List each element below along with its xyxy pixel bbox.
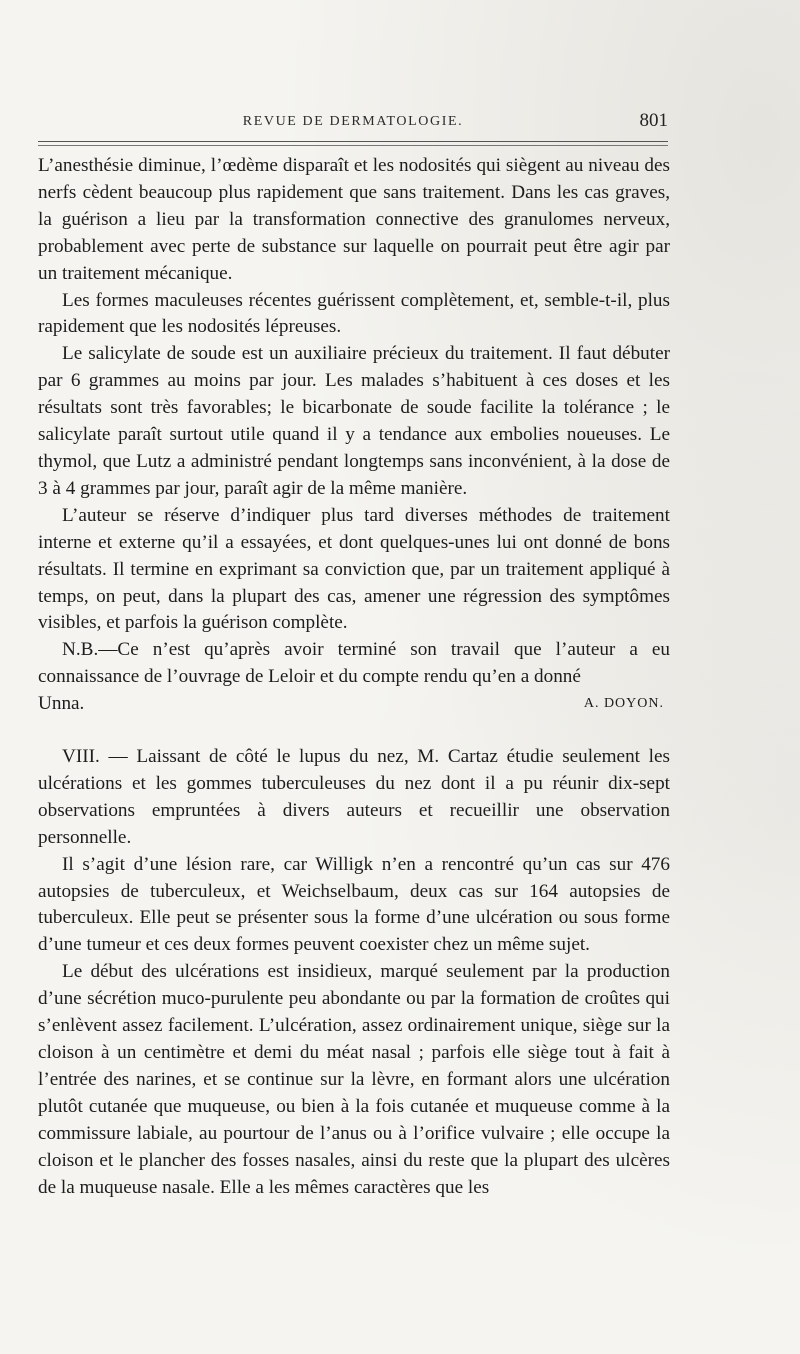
paragraph-nb: N.B.—Ce n’est qu’après avoir terminé son travail que l’auteur a eu connaissance de l’ouvrage de Leloir et du compte rendu qu’en a donné bbox=[38, 639, 670, 688]
paragraph: L’anesthésie diminue, l’œdème disparaît et les nodosités qui siègent au niveau des nerfs cèdent beaucoup plus rapidement que sans traitement. Dans les cas graves, la guérison a lieu par la transformation connective des granulomes nerveux, probablement avec perte de substance sur laquelle on pourrait peut être agir par un traitement mécanique. bbox=[38, 155, 670, 284]
running-title: REVUE DE DERMATOLOGIE. bbox=[242, 114, 464, 129]
page-header bbox=[38, 112, 668, 136]
section-viii-paragraph: Le début des ulcérations est insidieux, marqué seulement par la production d’une sécrétion muco-purulente peu abondante ou par la formation de croûtes qui s’enlèvent assez facilement. L’ulcération, assez ordinairement unique, siège sur la cloison à un centimètre et demi du méat nasal ; parfois elle siège tout à fait à l’entrée des narines, et se continue sur la lèvre, en formant alors une ulcération plutôt cutanée que muqueuse, ou bien à la fois cutanée et muqueuse comme à la commissure labiale, au pourtour de l’anus ou à l’orifice vulvaire ; elle occupe la cloison et le plancher des fosses nasales, ainsi du reste que la plupart des ulcères de la muqueuse nasale. Elle a les mêmes caractères que les bbox=[38, 961, 670, 1198]
body-text bbox=[38, 153, 670, 1201]
header-rule bbox=[38, 141, 668, 146]
signature-line bbox=[38, 691, 670, 718]
section-viii-paragraph: Il s’agit d’une lésion rare, car Willigk n’en a rencontré qu’un cas sur 476 autopsies de tuberculeux, et Weichselbaum, deux cas sur 164 autopsies de tuberculeux. Elle peut se présenter sous la forme d’une ulcération ou sous forme d’une tumeur et ces deux formes peuvent coexister chez un même sujet. bbox=[38, 853, 670, 956]
paragraph: L’auteur se réserve d’indiquer plus tard diverses méthodes de traitement interne et externe qu’il a essayées, et dont quelques-unes lui ont donné de bons résultats. Il termine en exprimant sa conviction que, par un traitement appliqué à temps, on peut, dans la plupart des cas, amener une régression des symptômes visibles, et parfois la guérison complète. bbox=[38, 504, 670, 634]
paragraph: Le salicylate de soude est un auxiliaire précieux du traitement. Il faut débuter par 6 grammes au moins par jour. Les malades s’habituent à ces doses et les résultats sont très favorables; le bicarbonate de soude facilite la tolérance ; le salicylate paraît surtout utile quand il y a tendance aux embolies noueuses. Le thymol, que Lutz a administré pendant longtemps sans inconvénient, à la dose de 3 à 4 grammes par jour, paraît agir de la même manière. bbox=[38, 343, 670, 499]
nb-last-line: Unna. bbox=[38, 693, 85, 715]
paragraph: Les formes maculeuses récentes guérissent complètement, et, semble-t-il, plus rapidement que les nodosités lépreuses. bbox=[38, 289, 670, 338]
section-gap bbox=[38, 718, 670, 744]
author-signature: A. DOYON. bbox=[583, 696, 664, 712]
section-viii-paragraph: VIII. — Laissant de côté le lupus du nez, M. Cartaz étudie seulement les ulcérations et les gommes tuberculeuses du nez dont il a pu réunir dix-sept observations empruntées à divers auteurs et recueillir une observation personnelle. bbox=[38, 746, 670, 848]
page-number: 801 bbox=[639, 110, 668, 131]
